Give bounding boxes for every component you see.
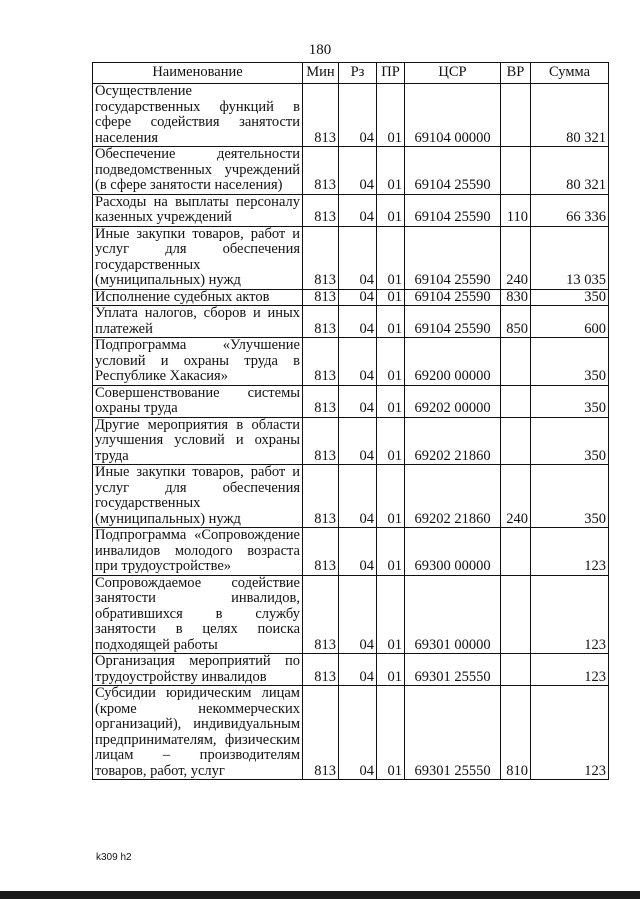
row-csr: 69202 21860 [405,417,501,465]
row-csr: 69104 25590 [405,226,501,289]
budget-table [92,62,609,780]
table-row [93,417,609,465]
row-rz: 04 [339,686,377,780]
row-min: 813 [303,465,339,528]
scan-edge-border [0,891,640,899]
row-name: Иные закупки товаров, работ и услуг для обеспечения государственных (муниципальных) нужд [93,465,303,528]
page-number: 180 [308,42,332,58]
row-vr [501,84,531,147]
table-row [93,686,609,780]
row-csr: 69104 25590 [405,147,501,195]
row-pr: 01 [377,147,405,195]
row-pr: 01 [377,84,405,147]
row-name: Другие мероприятия в области улучшения условий и охраны труда [93,417,303,465]
row-rz: 04 [339,417,377,465]
row-sum: 123 [531,686,609,780]
row-csr: 69301 25550 [405,654,501,686]
row-min: 813 [303,575,339,654]
row-min: 813 [303,289,339,306]
table-row [93,306,609,338]
row-pr: 01 [377,686,405,780]
row-min: 813 [303,194,339,226]
header-sum: Сумма [531,63,609,84]
row-sum: 13 035 [531,226,609,289]
row-min: 813 [303,338,339,386]
row-name: Осуществление государственных функций в сфере содействия занятости населения [93,84,303,147]
header-vr: ВР [501,63,531,84]
row-vr [501,147,531,195]
header-min: Мин [303,63,339,84]
row-csr: 69202 21860 [405,465,501,528]
table-row [93,654,609,686]
row-csr: 69301 25550 [405,686,501,780]
row-sum: 80 321 [531,84,609,147]
row-rz: 04 [339,575,377,654]
row-rz: 04 [339,528,377,576]
table-row [93,147,609,195]
table-row [93,338,609,386]
row-min: 813 [303,306,339,338]
table-row [93,385,609,417]
table-row [93,575,609,654]
row-sum: 123 [531,575,609,654]
row-pr: 01 [377,338,405,386]
row-sum: 600 [531,306,609,338]
row-min: 813 [303,84,339,147]
row-rz: 04 [339,194,377,226]
row-csr: 69104 25590 [405,194,501,226]
row-vr: 830 [501,289,531,306]
row-name: Сопровождаемое содействие занятости инвалидов, обратившихся в службу занятости в целях поиска подходящей работы [93,575,303,654]
row-sum: 80 321 [531,147,609,195]
footer-code: k309 h2 [96,852,132,863]
row-sum: 350 [531,289,609,306]
row-name: Расходы на выплаты персоналу казенных учреждений [93,194,303,226]
row-pr: 01 [377,465,405,528]
table-row [93,84,609,147]
row-pr: 01 [377,575,405,654]
row-pr: 01 [377,289,405,306]
row-min: 813 [303,147,339,195]
table-row [93,226,609,289]
header-name: Наименование [93,63,303,84]
row-vr [501,575,531,654]
row-min: 813 [303,654,339,686]
table-row [93,465,609,528]
row-name: Исполнение судебных актов [93,289,303,306]
row-pr: 01 [377,654,405,686]
row-rz: 04 [339,338,377,386]
row-min: 813 [303,226,339,289]
row-rz: 04 [339,84,377,147]
row-pr: 01 [377,194,405,226]
row-pr: 01 [377,417,405,465]
row-min: 813 [303,686,339,780]
table-header-row [93,63,609,84]
row-pr: 01 [377,226,405,289]
row-sum: 350 [531,465,609,528]
table-row [93,289,609,306]
row-sum: 350 [531,417,609,465]
header-pr: ПР [377,63,405,84]
row-rz: 04 [339,306,377,338]
header-rz: Рз [339,63,377,84]
row-sum: 350 [531,338,609,386]
row-sum: 123 [531,528,609,576]
row-vr [501,338,531,386]
row-vr: 240 [501,226,531,289]
row-vr: 240 [501,465,531,528]
row-vr [501,417,531,465]
row-rz: 04 [339,226,377,289]
row-csr: 69202 00000 [405,385,501,417]
row-sum: 350 [531,385,609,417]
table-row [93,528,609,576]
row-sum: 123 [531,654,609,686]
row-rz: 04 [339,289,377,306]
row-vr [501,654,531,686]
row-rz: 04 [339,654,377,686]
header-csr: ЦСР [405,63,501,84]
row-vr [501,528,531,576]
row-csr: 69104 25590 [405,306,501,338]
row-name: Совершенствование системы охраны труда [93,385,303,417]
row-rz: 04 [339,465,377,528]
row-pr: 01 [377,306,405,338]
row-rz: 04 [339,385,377,417]
row-vr: 850 [501,306,531,338]
row-name: Подпрограмма «Улучшение условий и охраны труда в Республике Хакасия» [93,338,303,386]
row-name: Обеспечение деятельности подведомственных учреждений (в сфере занятости населения) [93,147,303,195]
row-csr: 69300 00000 [405,528,501,576]
row-csr: 69301 00000 [405,575,501,654]
row-pr: 01 [377,385,405,417]
row-min: 813 [303,385,339,417]
row-csr: 69200 00000 [405,338,501,386]
row-vr: 810 [501,686,531,780]
table-row [93,194,609,226]
row-name: Иные закупки товаров, работ и услуг для обеспечения государственных (муниципальных) нужд [93,226,303,289]
row-name: Субсидии юридическим лицам (кроме некоммерческих организаций), индивидуальным предпринимателям, физическим лицам – производителям товаров, работ, услуг [93,686,303,780]
row-min: 813 [303,417,339,465]
row-name: Уплата налогов, сборов и иных платежей [93,306,303,338]
table-body [93,84,609,780]
row-vr [501,385,531,417]
row-csr: 69104 25590 [405,289,501,306]
row-rz: 04 [339,147,377,195]
row-min: 813 [303,528,339,576]
row-name: Подпрограмма «Сопровождение инвалидов молодого возраста при трудоустройстве» [93,528,303,576]
row-csr: 69104 00000 [405,84,501,147]
row-vr: 110 [501,194,531,226]
row-pr: 01 [377,528,405,576]
row-sum: 66 336 [531,194,609,226]
row-name: Организация мероприятий по трудоустройству инвалидов [93,654,303,686]
